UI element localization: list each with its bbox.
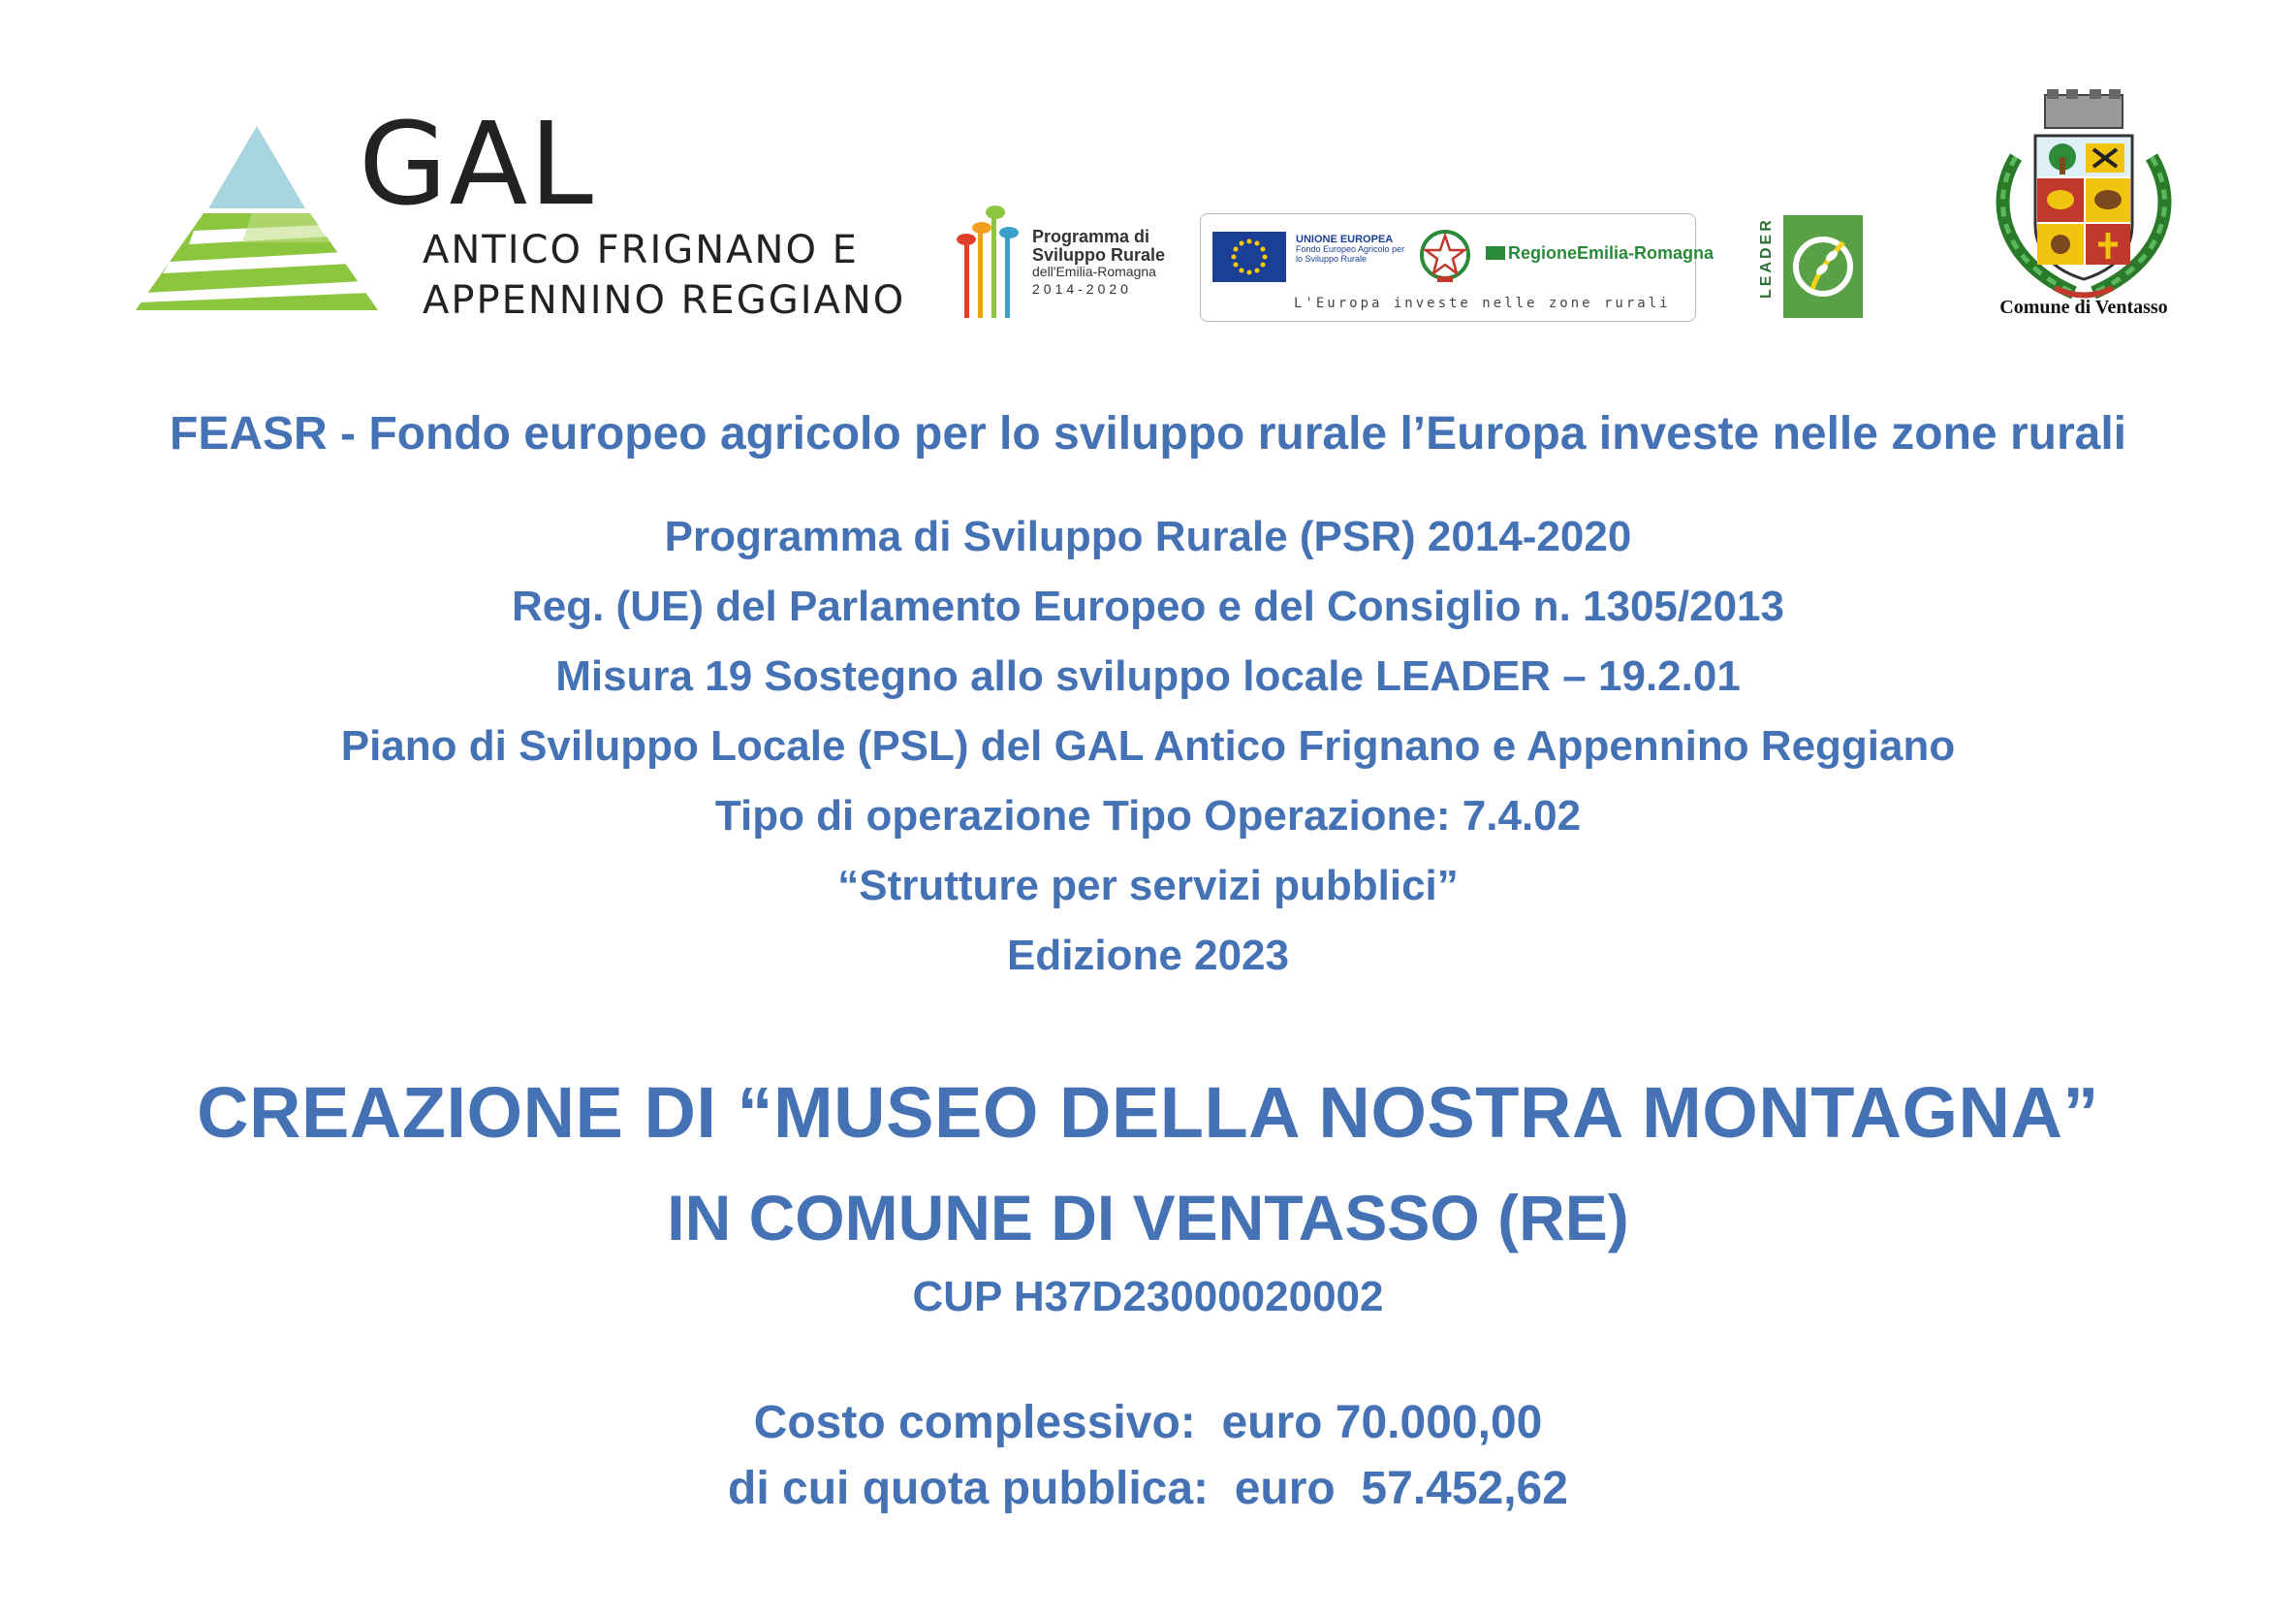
logo-row bbox=[0, 0, 2296, 349]
psr-line4: 2014-2020 bbox=[1032, 281, 1132, 298]
eu-label-fund: Fondo Europeo Agricolo per lo Sviluppo Rurale bbox=[1296, 244, 1405, 264]
psr-text bbox=[1032, 228, 1207, 297]
ventasso-caption: Comune di Ventasso bbox=[1999, 297, 2168, 318]
region-flag-icon bbox=[1486, 246, 1505, 260]
eu-label bbox=[1296, 234, 1412, 265]
project-title: CREAZIONE DI “MUSEO DELLA NOSTRA MONTAGNA” bbox=[197, 1072, 2099, 1153]
gal-subtitle-line1: ANTICO FRIGNANO E bbox=[423, 228, 859, 272]
eu-label-title: UNIONE EUROPEA bbox=[1296, 234, 1394, 245]
feasr-heading: FEASR - Fondo europeo agricolo per lo sviluppo rurale l’Europa investe nelle zone rurali bbox=[170, 408, 2126, 460]
eu-region-logo-strip bbox=[1200, 213, 1714, 322]
gal-mountain-icon bbox=[136, 116, 378, 320]
psr-line3: dell'Emilia-Romagna bbox=[1032, 263, 1156, 279]
program-line-psr: Programma di Sviluppo Rurale (PSR) 2014-2020 bbox=[664, 513, 1632, 560]
program-details bbox=[0, 502, 2296, 991]
leader-text: LEADER bbox=[1758, 217, 1775, 299]
italian-republic-emblem-icon bbox=[1416, 226, 1474, 286]
leader-logo bbox=[1754, 213, 1866, 322]
program-line-measure: Misura 19 Sostegno allo sviluppo locale LEADER – 19.2.01 bbox=[555, 652, 1741, 700]
program-line-edition: Edizione 2023 bbox=[1006, 932, 1289, 979]
psr-sprouts-icon bbox=[955, 199, 1022, 320]
eu-flag-icon bbox=[1212, 232, 1286, 282]
region-emilia-romagna-logo bbox=[1486, 243, 1714, 264]
public-share: di cui quota pubblica: euro 57.452,62 bbox=[728, 1463, 1568, 1514]
psr-logo bbox=[955, 199, 1197, 325]
program-line-psl: Piano di Sviluppo Locale (PSL) del GAL Antico Frignano e Appennino Reggiano bbox=[340, 722, 1956, 770]
psr-line1: Programma di bbox=[1032, 227, 1150, 246]
project-subtitle: IN COMUNE DI VENTASSO (RE) bbox=[667, 1182, 1629, 1253]
region-name: RegioneEmilia-Romagna bbox=[1508, 243, 1714, 263]
psr-line2: Sviluppo Rurale bbox=[1032, 244, 1166, 265]
program-line-regulation: Reg. (UE) del Parlamento Europeo e del Consiglio n. 1305/2013 bbox=[511, 583, 1785, 630]
gal-wordmark: GAL bbox=[359, 97, 595, 231]
gal-subtitle-line2: APPENNINO REGGIANO bbox=[423, 278, 906, 323]
ventasso-coat-of-arms-icon bbox=[1977, 89, 2190, 322]
program-line-structures: “Strutture per servizi pubblici” bbox=[837, 862, 1459, 909]
program-line-operation: Tipo di operazione Tipo Operazione: 7.4.02 bbox=[714, 792, 1582, 840]
total-cost: Costo complessivo: euro 70.000,00 bbox=[753, 1397, 1543, 1448]
project-cup: CUP H37D23000020002 bbox=[912, 1273, 1384, 1320]
gal-logo bbox=[136, 97, 906, 330]
eu-tagline: L'Europa investe nelle zone rurali bbox=[1294, 296, 1671, 311]
